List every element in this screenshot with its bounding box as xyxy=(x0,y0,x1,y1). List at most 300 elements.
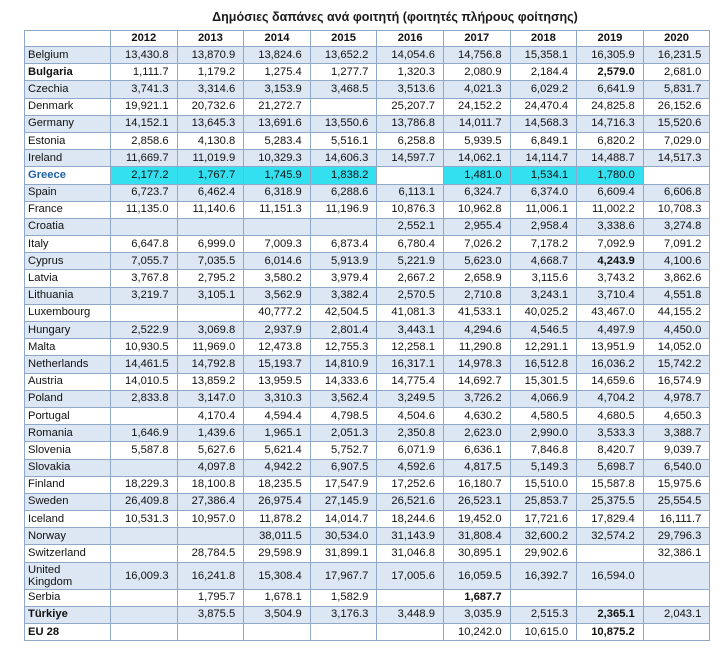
value-cell: 7,178.2 xyxy=(510,236,577,253)
value-cell: 4,668.7 xyxy=(510,253,577,270)
value-cell: 2,990.0 xyxy=(510,425,577,442)
value-cell: 6,907.5 xyxy=(310,459,377,476)
value-cell: 15,975.6 xyxy=(643,476,710,493)
country-cell: Lithuania xyxy=(25,287,111,304)
value-cell: 26,523.1 xyxy=(443,493,510,510)
value-cell: 16,009.3 xyxy=(111,562,178,589)
value-cell: 2,515.3 xyxy=(510,606,577,623)
value-cell: 1,277.7 xyxy=(310,64,377,81)
country-cell: Portugal xyxy=(25,407,111,424)
value-cell: 1,745.9 xyxy=(244,167,311,184)
value-cell: 4,100.6 xyxy=(643,253,710,270)
value-cell: 1,582.9 xyxy=(310,589,377,606)
value-cell: 13,652.2 xyxy=(310,47,377,64)
value-cell: 6,071.9 xyxy=(377,442,444,459)
value-cell: 14,114.7 xyxy=(510,150,577,167)
value-cell xyxy=(244,218,311,235)
value-cell xyxy=(577,589,644,606)
value-cell: 7,026.2 xyxy=(443,236,510,253)
value-cell xyxy=(510,589,577,606)
value-cell: 17,721.6 xyxy=(510,511,577,528)
value-cell: 25,853.7 xyxy=(510,493,577,510)
value-cell: 1,780.0 xyxy=(577,167,644,184)
value-cell xyxy=(377,624,444,641)
value-cell: 11,878.2 xyxy=(244,511,311,528)
year-header: 2013 xyxy=(177,31,244,47)
value-cell: 11,290.8 xyxy=(443,339,510,356)
table-row xyxy=(25,47,710,64)
value-cell: 2,858.6 xyxy=(111,132,178,149)
value-cell xyxy=(310,218,377,235)
value-cell: 13,951.9 xyxy=(577,339,644,356)
value-cell: 15,308.4 xyxy=(244,562,311,589)
table-row xyxy=(25,606,710,623)
value-cell: 3,115.6 xyxy=(510,270,577,287)
value-cell: 1,481.0 xyxy=(443,167,510,184)
value-cell: 27,145.9 xyxy=(310,493,377,510)
value-cell: 11,002.2 xyxy=(577,201,644,218)
value-cell: 1,767.7 xyxy=(177,167,244,184)
value-cell: 24,152.2 xyxy=(443,98,510,115)
value-cell: 4,450.0 xyxy=(643,322,710,339)
value-cell: 2,365.1 xyxy=(577,606,644,623)
value-cell: 16,231.5 xyxy=(643,47,710,64)
value-cell: 5,752.7 xyxy=(310,442,377,459)
country-cell: Türkiye xyxy=(25,606,111,623)
table-row xyxy=(25,98,710,115)
country-cell: Norway xyxy=(25,528,111,545)
value-cell: 4,130.8 xyxy=(177,132,244,149)
value-cell: 5,149.3 xyxy=(510,459,577,476)
value-cell: 38,011.5 xyxy=(244,528,311,545)
value-cell: 4,551.8 xyxy=(643,287,710,304)
country-cell: Italy xyxy=(25,236,111,253)
value-cell: 3,069.8 xyxy=(177,322,244,339)
value-cell: 3,504.9 xyxy=(244,606,311,623)
country-cell: Germany xyxy=(25,115,111,132)
country-cell: United Kingdom xyxy=(25,562,111,589)
value-cell: 3,443.1 xyxy=(377,322,444,339)
value-cell: 4,817.5 xyxy=(443,459,510,476)
value-cell xyxy=(377,589,444,606)
value-cell: 15,510.0 xyxy=(510,476,577,493)
table-row xyxy=(25,184,710,201)
value-cell: 6,288.6 xyxy=(310,184,377,201)
country-cell: EU 28 xyxy=(25,624,111,641)
value-cell: 6,014.6 xyxy=(244,253,311,270)
value-cell: 10,531.3 xyxy=(111,511,178,528)
value-cell: 3,862.6 xyxy=(643,270,710,287)
value-cell: 24,470.4 xyxy=(510,98,577,115)
value-cell: 10,962.8 xyxy=(443,201,510,218)
table-row xyxy=(25,81,710,98)
value-cell: 4,170.4 xyxy=(177,407,244,424)
table-row xyxy=(25,528,710,545)
value-cell xyxy=(111,624,178,641)
country-cell: Slovakia xyxy=(25,459,111,476)
value-cell: 2,570.5 xyxy=(377,287,444,304)
value-cell: 29,598.9 xyxy=(244,545,311,562)
country-cell: Sweden xyxy=(25,493,111,510)
value-cell: 4,546.5 xyxy=(510,322,577,339)
value-cell xyxy=(111,304,178,321)
year-header: 2020 xyxy=(643,31,710,47)
value-cell: 26,409.8 xyxy=(111,493,178,510)
value-cell: 31,899.1 xyxy=(310,545,377,562)
value-cell: 26,152.6 xyxy=(643,98,710,115)
value-cell: 13,691.6 xyxy=(244,115,311,132)
value-cell: 7,092.9 xyxy=(577,236,644,253)
value-cell: 1,439.6 xyxy=(177,425,244,442)
table-row xyxy=(25,253,710,270)
value-cell: 17,829.4 xyxy=(577,511,644,528)
value-cell: 14,692.7 xyxy=(443,373,510,390)
value-cell: 3,710.4 xyxy=(577,287,644,304)
value-cell: 3,382.4 xyxy=(310,287,377,304)
value-cell: 3,979.4 xyxy=(310,270,377,287)
value-cell: 6,609.4 xyxy=(577,184,644,201)
value-cell: 3,243.1 xyxy=(510,287,577,304)
value-cell: 5,516.1 xyxy=(310,132,377,149)
value-cell: 3,274.8 xyxy=(643,218,710,235)
table-row xyxy=(25,407,710,424)
value-cell: 4,066.9 xyxy=(510,390,577,407)
value-cell: 2,579.0 xyxy=(577,64,644,81)
value-cell: 13,645.3 xyxy=(177,115,244,132)
value-cell xyxy=(111,528,178,545)
value-cell: 3,035.9 xyxy=(443,606,510,623)
table-row xyxy=(25,236,710,253)
value-cell: 2,955.4 xyxy=(443,218,510,235)
value-cell xyxy=(177,218,244,235)
value-cell: 6,723.7 xyxy=(111,184,178,201)
country-cell: Austria xyxy=(25,373,111,390)
value-cell: 13,870.9 xyxy=(177,47,244,64)
value-cell: 1,534.1 xyxy=(510,167,577,184)
value-cell: 4,594.4 xyxy=(244,407,311,424)
value-cell: 3,743.2 xyxy=(577,270,644,287)
value-cell: 11,196.9 xyxy=(310,201,377,218)
value-cell: 18,229.3 xyxy=(111,476,178,493)
value-cell: 4,798.5 xyxy=(310,407,377,424)
value-cell: 13,959.5 xyxy=(244,373,311,390)
value-cell: 2,667.2 xyxy=(377,270,444,287)
value-cell: 14,517.3 xyxy=(643,150,710,167)
table-row xyxy=(25,150,710,167)
table-row xyxy=(25,390,710,407)
value-cell: 3,310.3 xyxy=(244,390,311,407)
value-cell: 2,177.2 xyxy=(111,167,178,184)
value-cell xyxy=(643,562,710,589)
value-cell: 32,574.2 xyxy=(577,528,644,545)
value-cell: 25,554.5 xyxy=(643,493,710,510)
value-cell xyxy=(377,167,444,184)
value-cell: 15,742.2 xyxy=(643,356,710,373)
value-cell xyxy=(177,624,244,641)
value-cell: 4,580.5 xyxy=(510,407,577,424)
value-cell: 15,193.7 xyxy=(244,356,311,373)
value-cell xyxy=(310,624,377,641)
value-cell: 16,317.1 xyxy=(377,356,444,373)
value-cell: 2,801.4 xyxy=(310,322,377,339)
value-cell: 14,461.5 xyxy=(111,356,178,373)
value-cell: 1,111.7 xyxy=(111,64,178,81)
value-cell: 14,810.9 xyxy=(310,356,377,373)
value-cell: 6,647.8 xyxy=(111,236,178,253)
table-row xyxy=(25,589,710,606)
value-cell: 30,895.1 xyxy=(443,545,510,562)
value-cell: 25,375.5 xyxy=(577,493,644,510)
value-cell: 6,462.4 xyxy=(177,184,244,201)
value-cell: 4,680.5 xyxy=(577,407,644,424)
value-cell: 17,967.7 xyxy=(310,562,377,589)
value-cell: 2,658.9 xyxy=(443,270,510,287)
value-cell xyxy=(111,589,178,606)
value-cell: 1,646.9 xyxy=(111,425,178,442)
value-cell: 1,965.1 xyxy=(244,425,311,442)
value-cell: 12,473.8 xyxy=(244,339,311,356)
value-cell: 14,568.3 xyxy=(510,115,577,132)
table-row xyxy=(25,425,710,442)
table-row xyxy=(25,64,710,81)
value-cell: 16,036.2 xyxy=(577,356,644,373)
header-row xyxy=(25,31,710,47)
value-cell: 32,600.2 xyxy=(510,528,577,545)
country-cell: Malta xyxy=(25,339,111,356)
country-cell: Spain xyxy=(25,184,111,201)
value-cell: 5,283.4 xyxy=(244,132,311,149)
value-cell: 40,777.2 xyxy=(244,304,311,321)
value-cell: 10,615.0 xyxy=(510,624,577,641)
table-row xyxy=(25,201,710,218)
country-cell: Croatia xyxy=(25,218,111,235)
value-cell: 14,054.6 xyxy=(377,47,444,64)
value-cell: 4,630.2 xyxy=(443,407,510,424)
value-cell: 1,795.7 xyxy=(177,589,244,606)
value-cell: 14,052.0 xyxy=(643,339,710,356)
value-cell: 6,258.8 xyxy=(377,132,444,149)
value-cell: 12,755.3 xyxy=(310,339,377,356)
value-cell: 3,338.6 xyxy=(577,218,644,235)
value-cell: 5,698.7 xyxy=(577,459,644,476)
value-cell: 14,775.4 xyxy=(377,373,444,390)
table-row xyxy=(25,562,710,589)
value-cell: 11,006.1 xyxy=(510,201,577,218)
value-cell: 7,846.8 xyxy=(510,442,577,459)
value-cell: 13,430.8 xyxy=(111,47,178,64)
value-cell: 16,180.7 xyxy=(443,476,510,493)
year-header: 2012 xyxy=(111,31,178,47)
table-row xyxy=(25,373,710,390)
value-cell: 3,562.4 xyxy=(310,390,377,407)
value-cell: 26,975.4 xyxy=(244,493,311,510)
country-cell: France xyxy=(25,201,111,218)
value-cell: 17,005.6 xyxy=(377,562,444,589)
table-row xyxy=(25,493,710,510)
value-cell: 11,135.0 xyxy=(111,201,178,218)
value-cell: 6,820.2 xyxy=(577,132,644,149)
table-row xyxy=(25,287,710,304)
value-cell: 4,097.8 xyxy=(177,459,244,476)
value-cell: 3,105.1 xyxy=(177,287,244,304)
value-cell: 2,043.1 xyxy=(643,606,710,623)
value-cell: 18,244.6 xyxy=(377,511,444,528)
table-row xyxy=(25,218,710,235)
value-cell xyxy=(111,606,178,623)
value-cell: 42,504.5 xyxy=(310,304,377,321)
value-cell: 10,875.2 xyxy=(577,624,644,641)
value-cell: 14,333.6 xyxy=(310,373,377,390)
value-cell: 40,025.2 xyxy=(510,304,577,321)
country-cell: Luxembourg xyxy=(25,304,111,321)
value-cell: 4,592.6 xyxy=(377,459,444,476)
value-cell: 27,386.4 xyxy=(177,493,244,510)
value-cell: 14,152.1 xyxy=(111,115,178,132)
header-corner xyxy=(25,31,111,47)
value-cell: 3,219.7 xyxy=(111,287,178,304)
value-cell: 6,606.8 xyxy=(643,184,710,201)
value-cell: 2,184.4 xyxy=(510,64,577,81)
value-cell: 14,659.6 xyxy=(577,373,644,390)
table-row xyxy=(25,270,710,287)
country-cell: Serbia xyxy=(25,589,111,606)
country-cell: Iceland xyxy=(25,511,111,528)
value-cell: 5,621.4 xyxy=(244,442,311,459)
table-row xyxy=(25,167,710,184)
country-cell: Romania xyxy=(25,425,111,442)
value-cell: 2,080.9 xyxy=(443,64,510,81)
value-cell: 2,350.8 xyxy=(377,425,444,442)
value-cell: 6,849.1 xyxy=(510,132,577,149)
value-cell: 11,669.7 xyxy=(111,150,178,167)
value-cell: 5,587.8 xyxy=(111,442,178,459)
value-cell: 2,795.2 xyxy=(177,270,244,287)
year-header: 2015 xyxy=(310,31,377,47)
value-cell: 16,241.8 xyxy=(177,562,244,589)
year-header: 2017 xyxy=(443,31,510,47)
value-cell: 25,207.7 xyxy=(377,98,444,115)
value-cell: 12,291.1 xyxy=(510,339,577,356)
value-cell: 9,039.7 xyxy=(643,442,710,459)
country-cell: Cyprus xyxy=(25,253,111,270)
country-cell: Switzerland xyxy=(25,545,111,562)
value-cell: 2,051.3 xyxy=(310,425,377,442)
value-cell: 11,140.6 xyxy=(177,201,244,218)
table-row xyxy=(25,115,710,132)
value-cell: 1,275.4 xyxy=(244,64,311,81)
value-cell: 4,650.3 xyxy=(643,407,710,424)
value-cell: 16,574.9 xyxy=(643,373,710,390)
country-cell: Hungary xyxy=(25,322,111,339)
table-row xyxy=(25,304,710,321)
value-cell: 13,550.6 xyxy=(310,115,377,132)
value-cell: 6,540.0 xyxy=(643,459,710,476)
value-cell: 1,678.1 xyxy=(244,589,311,606)
value-cell: 16,305.9 xyxy=(577,47,644,64)
country-cell: Latvia xyxy=(25,270,111,287)
country-cell: Belgium xyxy=(25,47,111,64)
country-cell: Bulgaria xyxy=(25,64,111,81)
value-cell: 1,687.7 xyxy=(443,589,510,606)
value-cell: 1,320.3 xyxy=(377,64,444,81)
value-cell: 32,386.1 xyxy=(643,545,710,562)
table-row xyxy=(25,624,710,641)
value-cell: 8,420.7 xyxy=(577,442,644,459)
value-cell: 12,258.1 xyxy=(377,339,444,356)
value-cell: 10,708.3 xyxy=(643,201,710,218)
value-cell: 2,552.1 xyxy=(377,218,444,235)
country-cell: Poland xyxy=(25,390,111,407)
value-cell: 5,913.9 xyxy=(310,253,377,270)
table-title: Δημόσιες δαπάνες ανά φοιτητή (φοιτητές πλήρους φοίτησης) xyxy=(212,10,578,24)
value-cell xyxy=(643,589,710,606)
value-cell: 3,147.0 xyxy=(177,390,244,407)
value-cell: 13,824.6 xyxy=(244,47,311,64)
value-cell: 29,796.3 xyxy=(643,528,710,545)
value-cell: 3,741.3 xyxy=(111,81,178,98)
value-cell: 3,513.6 xyxy=(377,81,444,98)
value-cell: 2,681.0 xyxy=(643,64,710,81)
table-row xyxy=(25,511,710,528)
value-cell xyxy=(111,545,178,562)
value-cell: 2,522.9 xyxy=(111,322,178,339)
country-cell: Czechia xyxy=(25,81,111,98)
value-cell: 4,243.9 xyxy=(577,253,644,270)
year-header: 2019 xyxy=(577,31,644,47)
value-cell: 26,521.6 xyxy=(377,493,444,510)
value-cell: 13,786.8 xyxy=(377,115,444,132)
value-cell: 6,113.1 xyxy=(377,184,444,201)
value-cell: 6,999.0 xyxy=(177,236,244,253)
value-cell: 14,488.7 xyxy=(577,150,644,167)
value-cell: 3,875.5 xyxy=(177,606,244,623)
table-row xyxy=(25,322,710,339)
value-cell: 18,100.8 xyxy=(177,476,244,493)
table-row xyxy=(25,545,710,562)
year-header: 2018 xyxy=(510,31,577,47)
value-cell: 10,957.0 xyxy=(177,511,244,528)
value-cell: 3,314.6 xyxy=(177,81,244,98)
value-cell xyxy=(177,304,244,321)
value-cell xyxy=(310,98,377,115)
value-cell: 41,081.3 xyxy=(377,304,444,321)
value-cell: 4,942.2 xyxy=(244,459,311,476)
value-cell: 14,756.8 xyxy=(443,47,510,64)
value-cell: 14,792.8 xyxy=(177,356,244,373)
value-cell: 6,873.4 xyxy=(310,236,377,253)
country-cell: Ireland xyxy=(25,150,111,167)
value-cell xyxy=(111,218,178,235)
value-cell: 7,055.7 xyxy=(111,253,178,270)
value-cell: 3,468.5 xyxy=(310,81,377,98)
value-cell: 29,902.6 xyxy=(510,545,577,562)
value-cell: 4,704.2 xyxy=(577,390,644,407)
value-cell: 7,009.3 xyxy=(244,236,311,253)
value-cell: 4,497.9 xyxy=(577,322,644,339)
value-cell: 19,452.0 xyxy=(443,511,510,528)
value-cell: 14,606.3 xyxy=(310,150,377,167)
value-cell: 1,838.2 xyxy=(310,167,377,184)
value-cell: 3,388.7 xyxy=(643,425,710,442)
year-header: 2014 xyxy=(244,31,311,47)
value-cell: 2,623.0 xyxy=(443,425,510,442)
value-cell: 11,969.0 xyxy=(177,339,244,356)
value-cell: 30,534.0 xyxy=(310,528,377,545)
value-cell: 3,726.2 xyxy=(443,390,510,407)
value-cell: 16,512.8 xyxy=(510,356,577,373)
value-cell: 14,978.3 xyxy=(443,356,510,373)
value-cell: 16,059.5 xyxy=(443,562,510,589)
